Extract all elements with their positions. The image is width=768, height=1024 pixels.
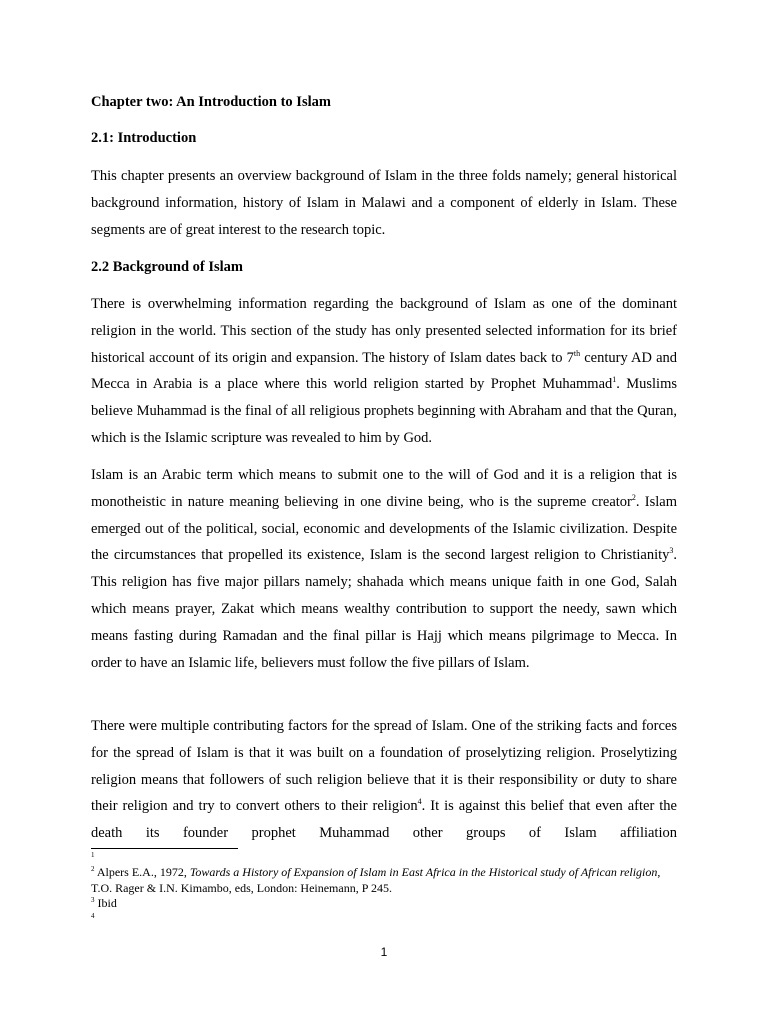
- footnote-1: 1: [91, 851, 95, 859]
- footnote-ref-3[interactable]: 3: [669, 546, 674, 556]
- footnote-separator: [91, 848, 238, 849]
- page-number: 1: [380, 945, 388, 959]
- footnote-4: 4: [91, 911, 95, 920]
- paragraph-background-3: There were multiple contributing factors for the spread of Islam. One of the striking facts and forces for the spread of Islam is that it was built on a foundation of proselytizing religion. Proselytizing religion means that followers of such religion believe that it is their responsibility or duty to share their religion and try to convert others to their religion$^4$. It is against this belief that even after the death its founder prophet Muhammad other groups of Islam affiliation: [91, 718, 677, 842]
- chapter-title: Chapter two: An Introduction to Islam: [91, 94, 331, 110]
- paragraph-background-2: Islam is an Arabic term which means to submit one to the will of God and it is a religion that is monotheistic in nature meaning believing in one divine being, who is the supreme creator$^2$. Islam emerged out of the political, social, economic and developments of the Islamic civilization. Despite the circumstances that propelled its existence, Islam is the second largest religion to Christianity$^3$. This religion has five major pillars namely; shahada which means unique faith in one God, Salah which means prayer, Zakat which means wealthy contribution to support the needy, sawn which means fasting during Ramadan and the final pillar is Hajj which means pilgrimage to Mecca. In order to have an Islamic life, believers must follow the five pillars of Islam.: [91, 467, 677, 671]
- section-heading-background: 2.2 Background of Islam: [91, 259, 244, 275]
- footnote-ref-1[interactable]: 1: [612, 375, 617, 385]
- footnote-2: $^2$ Alpers E.A., 1972, Towards a History of Expansion of Islam in East Africa in the Historical study of African religion, T.O. Rager & I.N. Kimambo, eds, London: Heinemann, P 245.: [91, 865, 661, 895]
- footnotes: [91, 851, 677, 926]
- paragraph-introduction: This chapter presents an overview background of Islam in the three folds namely; general historical background information, history of Islam in Malawi and a component of elderly in Islam. These segments are of great interest to the research topic.: [91, 168, 677, 238]
- footnote-3: $^3$ Ibid: [91, 896, 117, 910]
- ordinal-superscript: th: [573, 348, 581, 358]
- paragraph-background-1: There is overwhelming information regarding the background of Islam as one of the dominant religion in the world. This section of the study has only presented selected information for its brief historical account of its origin and expansion. The history of Islam dates back to 7th century AD and Mecca in Arabia is a place where this world religion started by Prophet Muhammad$^1$. Muslims believe Muhammad is the final of all religious prophets beginning with Abraham and that the Quran, which is the Islamic scripture was revealed to him by God.: [91, 296, 678, 446]
- footnote-ref-2[interactable]: 2: [631, 492, 636, 502]
- section-heading-introduction: 2.1: Introduction: [91, 130, 197, 146]
- footnote-2-book-title: Towards a History of Expansion of Islam in East Africa in the Historical study of African religion: [189, 865, 658, 879]
- footnote-ref-4[interactable]: 4: [417, 797, 422, 807]
